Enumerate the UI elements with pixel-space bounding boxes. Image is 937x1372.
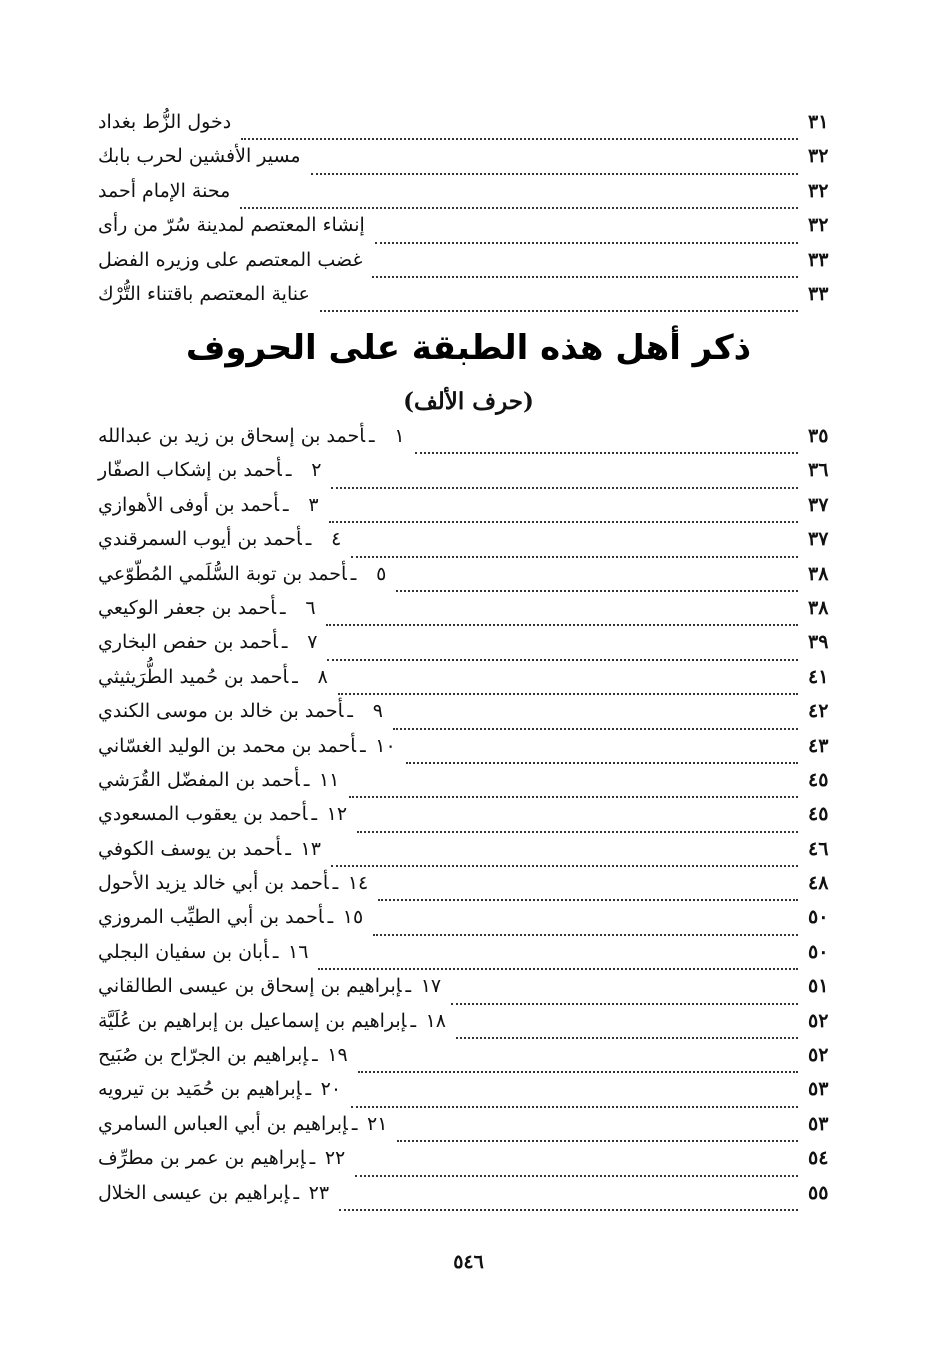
entry-name: أحمد بن أبي خالد يزيد الأحول bbox=[98, 872, 329, 895]
toc-page-number: ٥٣ bbox=[808, 1112, 829, 1135]
toc-entry-title bbox=[92, 666, 328, 688]
toc-row bbox=[92, 249, 844, 283]
entry-name: أحمد بن أوفى الأهوازي bbox=[98, 493, 280, 516]
dot-leader bbox=[355, 1175, 798, 1177]
entry-number: ٥ bbox=[376, 562, 387, 585]
toc-row bbox=[92, 563, 844, 597]
toc-page-number: ٥٢ bbox=[808, 1044, 829, 1067]
toc-row bbox=[92, 1044, 844, 1078]
dot-leader bbox=[378, 899, 798, 901]
entry-separator: ـ bbox=[369, 425, 375, 447]
entry-separator: ـ bbox=[281, 631, 288, 654]
toc-page-number: ٣٢ bbox=[808, 145, 829, 168]
entry-separator: ـ bbox=[292, 665, 298, 688]
toc-page-number: ٣٧ bbox=[808, 493, 829, 516]
entry-name: أبان بن سفيان البجلي bbox=[98, 940, 269, 963]
entry-name: أحمد بن إشكاب الصفّار bbox=[98, 459, 282, 482]
entry-number: ٢ bbox=[311, 459, 322, 482]
dot-leader bbox=[339, 1209, 798, 1211]
toc-page-number: ٥٠ bbox=[808, 906, 829, 929]
entry-number: ٧ bbox=[307, 631, 318, 654]
toc-row bbox=[92, 872, 844, 906]
dot-leader bbox=[415, 452, 798, 454]
entry-number: ٢١ bbox=[367, 1112, 388, 1135]
toc-row bbox=[92, 597, 844, 631]
toc-entry-title bbox=[92, 803, 347, 825]
dot-leader bbox=[349, 796, 798, 798]
entry-number: ١١ bbox=[318, 768, 340, 791]
toc-row bbox=[92, 145, 844, 179]
dot-leader bbox=[375, 242, 798, 244]
entry-separator: ـ bbox=[285, 837, 291, 860]
dot-leader bbox=[318, 968, 798, 970]
entry-number: ١٢ bbox=[326, 803, 348, 826]
toc-page-number: ٣٧ bbox=[808, 528, 829, 551]
section-heading: ذكر أهل هذه الطبقة على الحروف bbox=[185, 328, 752, 368]
entry-number: ١٧ bbox=[420, 975, 442, 998]
entry-number: ١٣ bbox=[300, 837, 321, 860]
toc-row bbox=[92, 975, 844, 1009]
toc-row bbox=[92, 838, 844, 872]
toc-page-number: ٣٥ bbox=[808, 425, 829, 447]
toc-entry-title bbox=[92, 769, 339, 791]
toc-row bbox=[92, 1010, 844, 1044]
entry-separator: ـ bbox=[303, 768, 310, 791]
dot-leader bbox=[372, 276, 798, 278]
toc-entry-title bbox=[92, 563, 386, 585]
toc-row bbox=[92, 1147, 844, 1181]
toc-page-number: ٣٢ bbox=[808, 214, 829, 237]
dot-leader bbox=[406, 762, 798, 764]
toc-entry-title bbox=[92, 838, 321, 860]
toc-row bbox=[92, 631, 844, 665]
dot-leader bbox=[329, 521, 798, 523]
entry-separator: ـ bbox=[405, 975, 412, 998]
dot-leader bbox=[320, 310, 798, 312]
subsection-heading: (حرف الألف) bbox=[403, 388, 534, 415]
entry-name: أحمد بن محمد بن الوليد الغسّاني bbox=[98, 734, 357, 757]
entry-name: أحمد بن حفص البخاري bbox=[98, 631, 278, 654]
entry-name: أحمد بن المفضّل القُرَشي bbox=[98, 768, 300, 791]
entry-number: ١ bbox=[394, 425, 405, 447]
dot-leader bbox=[311, 173, 798, 175]
toc-page-number: ٣٨ bbox=[808, 596, 829, 619]
entry-separator: ـ bbox=[293, 1181, 300, 1204]
toc-entry-title bbox=[92, 1044, 348, 1066]
toc-page-number: ٣٦ bbox=[808, 459, 829, 482]
toc-page-number: ٣٢ bbox=[808, 179, 829, 202]
entry-separator: ـ bbox=[280, 596, 286, 619]
dot-leader bbox=[358, 1071, 798, 1073]
entry-separator: ـ bbox=[283, 493, 289, 516]
dot-leader bbox=[326, 624, 798, 626]
toc-entry-title bbox=[92, 1147, 345, 1169]
toc-page-number: ٥٢ bbox=[808, 1009, 829, 1032]
entry-number: ٨ bbox=[317, 665, 328, 688]
entry-name: أحمد بن يوسف الكوفي bbox=[98, 837, 282, 860]
toc-page-number: ٥٤ bbox=[808, 1147, 829, 1170]
dot-leader bbox=[357, 831, 798, 833]
toc-page-number: ٥٠ bbox=[808, 940, 829, 963]
toc-entry-title bbox=[92, 597, 316, 619]
toc-row bbox=[92, 111, 844, 145]
toc-entry-title: دخول الزُّط بغداد bbox=[98, 111, 232, 133]
toc-entry-title bbox=[92, 1078, 341, 1100]
toc-page-number: ٣٨ bbox=[808, 562, 829, 585]
toc-entry-title bbox=[92, 631, 317, 653]
dot-leader bbox=[327, 659, 798, 661]
dot-leader bbox=[331, 865, 798, 867]
toc-entry-title: غضب المعتصم على وزيره الفضل bbox=[98, 248, 363, 271]
entry-name: أحمد بن أيوب السمرقندي bbox=[98, 528, 302, 551]
toc-entry-title: إنشاء المعتصم لمدينة سُرّ من رأى bbox=[98, 214, 365, 237]
toc-row bbox=[92, 1113, 844, 1147]
entry-name: أحمد بن توبة السُّلَمي المُطّوّعي bbox=[98, 562, 347, 585]
entry-name: أحمد بن أبي الطيِّب المروزي bbox=[98, 906, 324, 929]
toc-entry-title bbox=[92, 872, 368, 894]
toc-row bbox=[92, 425, 844, 459]
toc-page-number: ٣٣ bbox=[808, 282, 829, 305]
toc-entry-title bbox=[92, 700, 383, 722]
entry-separator: ـ bbox=[272, 940, 279, 963]
toc-entry-title bbox=[92, 459, 321, 481]
entry-number: ٤ bbox=[331, 528, 342, 551]
entry-separator: ـ bbox=[305, 528, 312, 551]
toc-entry-title bbox=[92, 1010, 446, 1032]
dot-leader bbox=[396, 590, 798, 592]
toc-row bbox=[92, 941, 844, 975]
entry-separator: ـ bbox=[309, 1147, 316, 1170]
toc-page-number: ٤٥ bbox=[808, 768, 829, 791]
entry-separator: ـ bbox=[410, 1009, 417, 1032]
entry-number: ٢٢ bbox=[324, 1147, 346, 1170]
entry-number: ١٦ bbox=[288, 940, 309, 963]
entry-name: أحمد بن يعقوب المسعودي bbox=[98, 803, 308, 826]
dot-leader bbox=[240, 207, 798, 209]
toc-row bbox=[92, 1078, 844, 1112]
dot-leader bbox=[373, 934, 798, 936]
toc-row bbox=[92, 803, 844, 837]
entry-name: إبراهيم بن عمر بن مطرِّف bbox=[98, 1147, 306, 1170]
toc-entry-title bbox=[92, 735, 396, 757]
entry-name: إبراهيم بن الجرّاح بن صُبَيح bbox=[98, 1044, 309, 1067]
entry-number: ١٤ bbox=[347, 872, 369, 895]
toc-row bbox=[92, 528, 844, 562]
toc-row bbox=[92, 666, 844, 700]
entry-separator: ـ bbox=[332, 872, 339, 895]
entry-number: ١٩ bbox=[327, 1044, 348, 1067]
entry-number: ٢٠ bbox=[320, 1078, 342, 1101]
entry-number: ٣ bbox=[308, 493, 319, 516]
toc-page-number: ٤٥ bbox=[808, 803, 829, 826]
toc-entry-title bbox=[92, 941, 308, 963]
toc-entry-title bbox=[92, 1113, 387, 1135]
entry-separator: ـ bbox=[347, 700, 353, 723]
toc-page-number: ٤٦ bbox=[808, 837, 829, 860]
dot-leader bbox=[241, 138, 798, 140]
toc-page-number: ٣١ bbox=[808, 111, 829, 133]
toc-row bbox=[92, 180, 844, 214]
toc-page-number: ٣٩ bbox=[808, 631, 829, 654]
entry-name: أحمد بن حُميد الطُّرَيثيثي bbox=[98, 665, 289, 688]
entry-number: ٩ bbox=[372, 700, 383, 723]
entry-separator: ـ bbox=[285, 459, 292, 482]
entry-number: ١٨ bbox=[425, 1009, 447, 1032]
toc-row bbox=[92, 283, 844, 317]
toc-entry-title: عناية المعتصم باقتناء التُّرْك bbox=[98, 282, 310, 305]
toc-entry-title bbox=[92, 425, 405, 447]
toc-row bbox=[92, 769, 844, 803]
toc-page-number: ٤٨ bbox=[808, 872, 829, 895]
toc-row bbox=[92, 735, 844, 769]
toc-biography-list bbox=[92, 425, 844, 1216]
entry-separator: ـ bbox=[360, 734, 366, 757]
toc-page-number: ٤٣ bbox=[808, 734, 829, 757]
entry-number: ١٥ bbox=[342, 906, 364, 929]
dot-leader bbox=[331, 487, 798, 489]
toc-row bbox=[92, 1182, 844, 1216]
entry-number: ٢٣ bbox=[308, 1181, 330, 1204]
entry-separator: ـ bbox=[312, 1044, 318, 1067]
toc-row bbox=[92, 700, 844, 734]
entry-number: ٦ bbox=[305, 596, 316, 619]
dot-leader bbox=[351, 556, 798, 558]
toc-page-number: ٥٥ bbox=[808, 1181, 829, 1204]
dot-leader bbox=[456, 1037, 798, 1039]
entry-separator: ـ bbox=[327, 906, 334, 929]
entry-separator: ـ bbox=[311, 803, 318, 826]
toc-page-number: ٥٣ bbox=[808, 1078, 829, 1101]
toc-row bbox=[92, 494, 844, 528]
toc-page-number: ٣٣ bbox=[808, 248, 829, 271]
entry-name: إبراهيم بن عيسى الخلال bbox=[98, 1181, 290, 1204]
entry-separator: ـ bbox=[351, 1112, 358, 1135]
entry-name: إبراهيم بن إسحاق بن عيسى الطالقاني bbox=[98, 975, 402, 998]
entry-name: إبراهيم بن حُمَيد بن تيرويه bbox=[98, 1078, 302, 1101]
toc-row bbox=[92, 459, 844, 493]
toc-entry-title bbox=[92, 494, 319, 516]
toc-entry-title bbox=[92, 1182, 329, 1204]
dot-leader bbox=[351, 1106, 798, 1108]
dot-leader bbox=[338, 693, 798, 695]
entry-name: إبراهيم بن أبي العباس السامري bbox=[98, 1112, 348, 1135]
toc-entry-title: محنة الإمام أحمد bbox=[98, 179, 231, 202]
entry-name: أحمد بن خالد بن موسى الكندي bbox=[98, 700, 344, 723]
entry-separator: ـ bbox=[305, 1078, 312, 1101]
toc-entry-title: مسير الأفشين لحرب بابك bbox=[98, 145, 301, 168]
entry-number: ١٠ bbox=[375, 734, 396, 757]
toc-entry-title bbox=[92, 528, 341, 550]
dot-leader bbox=[393, 728, 798, 730]
dot-leader bbox=[451, 1003, 798, 1005]
toc-row bbox=[92, 214, 844, 248]
entry-name: إبراهيم بن إسماعيل بن إبراهيم بن عُلَيَّة bbox=[98, 1009, 407, 1032]
entry-name: أحمد بن جعفر الوكيعي bbox=[98, 596, 277, 619]
entry-name: أحمد بن إسحاق بن زيد بن عبدالله bbox=[98, 425, 366, 447]
toc-page-number: ٤٢ bbox=[808, 700, 829, 723]
dot-leader bbox=[397, 1140, 798, 1142]
toc-row bbox=[92, 906, 844, 940]
toc-top-list bbox=[92, 111, 844, 317]
toc-page-number: ٤١ bbox=[808, 665, 829, 688]
page-number: ٥٤٦ bbox=[453, 1251, 484, 1273]
toc-entry-title bbox=[92, 975, 441, 997]
entry-separator: ـ bbox=[350, 562, 357, 585]
toc-page-number: ٥١ bbox=[808, 975, 829, 998]
toc-entry-title bbox=[92, 906, 363, 928]
